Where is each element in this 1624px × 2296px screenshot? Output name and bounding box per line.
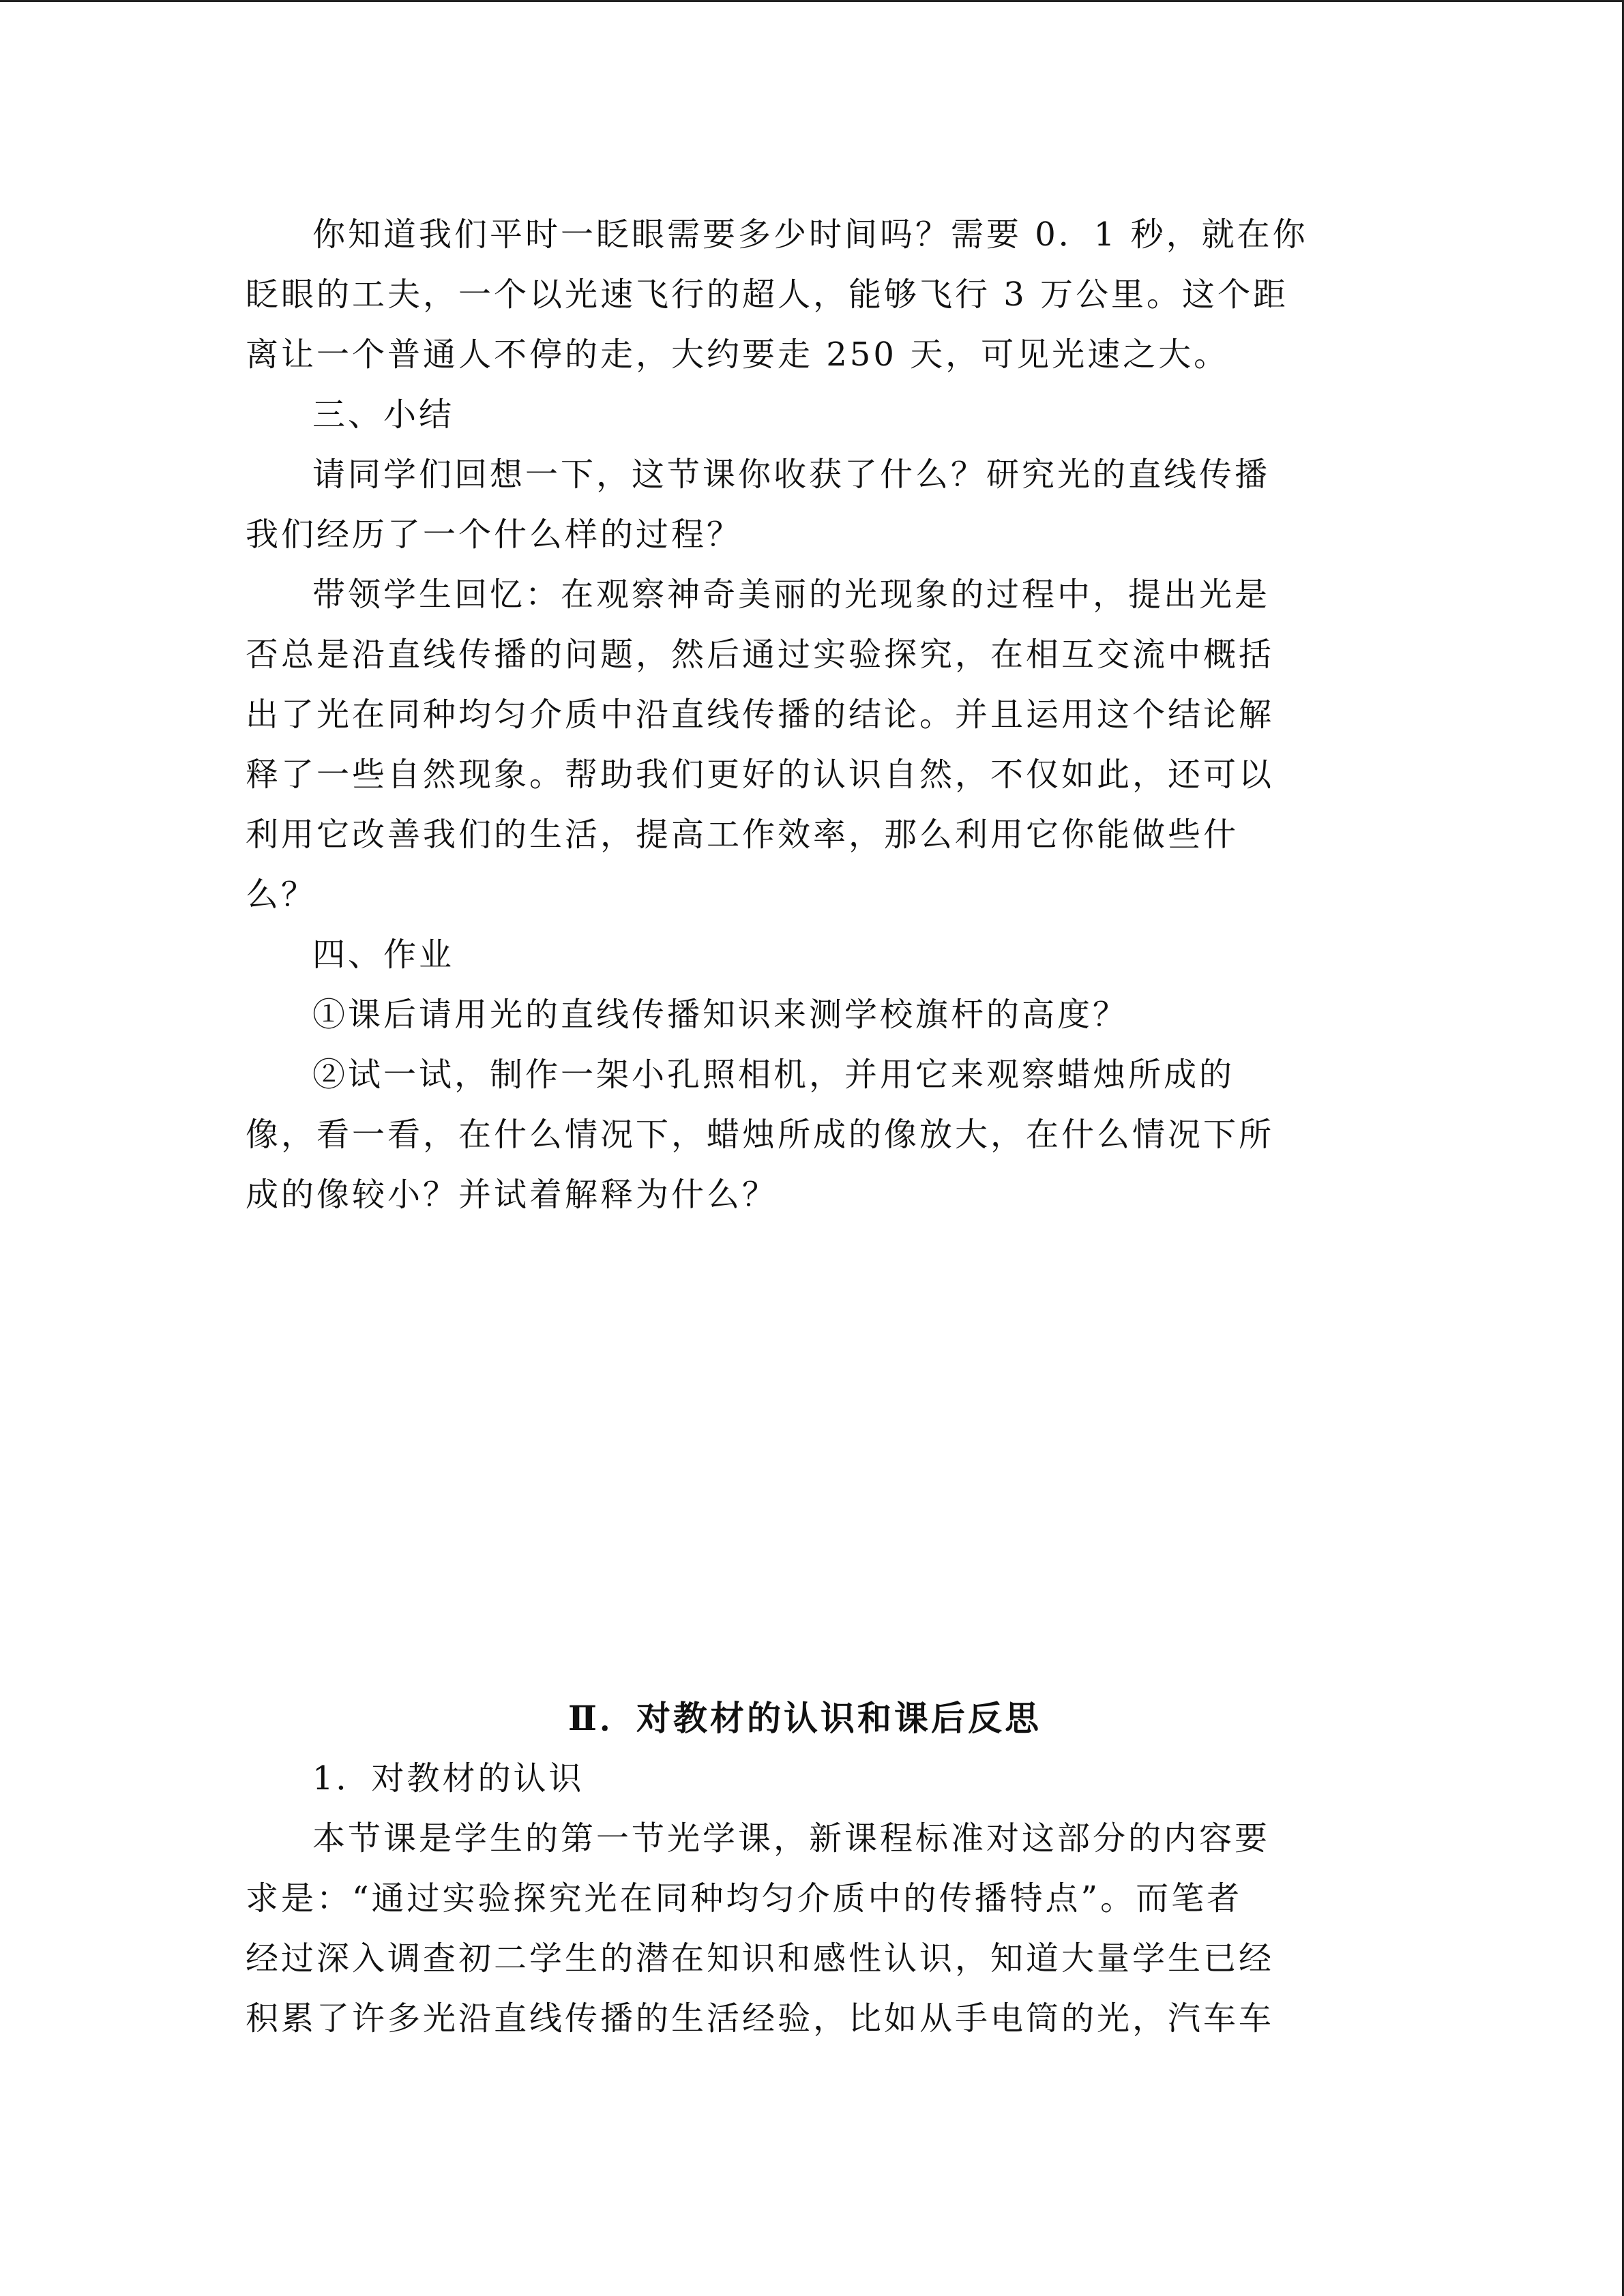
paragraph-light-speed (246, 205, 1364, 385)
text-line: 利用它改善我们的生活，提高工作效率，那么利用它你能做些什 (246, 816, 1239, 854)
paragraph-textbook (246, 1808, 1364, 2048)
subheading-textbook: 1．对教材的认识 (312, 1759, 585, 1798)
text-line: 出了光在同种均匀介质中沿直线传播的结论。并且运用这个结论解 (246, 696, 1275, 734)
paragraph-summary-question (246, 445, 1364, 565)
text-line: 本节课是学生的第一节光学课，新课程标准对这部分的内容要 (312, 1819, 1271, 1858)
homework-item-2 (246, 1045, 1364, 1225)
blank-space (246, 1225, 1364, 1688)
text-line: 求是：“通过实验探究光在同种均匀介质中的传播特点”。而笔者 (246, 1879, 1243, 1918)
paragraph-summary-recall (246, 565, 1364, 925)
heading-homework: 四、作业 (312, 936, 455, 974)
text-line: 成的像较小？并试着解释为什么？ (246, 1176, 778, 1214)
text-line: 释了一些自然现象。帮助我们更好的认识自然，不仅如此，还可以 (246, 756, 1275, 794)
section-title: Ⅱ．对教材的认识和课后反思 (567, 1698, 1042, 1738)
heading-summary: 三、小结 (312, 396, 455, 434)
page-border-top (0, 0, 1624, 2)
text-line: 么？ (246, 876, 317, 914)
text-line: 眨眼的工夫，一个以光速飞行的超人，能够飞行 3 万公里。这个距 (246, 275, 1289, 314)
text-line: 你知道我们平时一眨眼需要多少时间吗？需要 0．1 秒，就在你 (312, 215, 1308, 254)
text-line: 经过深入调查初二学生的潜在知识和感性认识，知道大量学生已经 (246, 1939, 1275, 1978)
text-line: 请同学们回想一下，这节课你收获了什么？研究光的直线传播 (312, 456, 1271, 494)
text-line: 否总是沿直线传播的问题，然后通过实验探究，在相互交流中概括 (246, 636, 1275, 674)
homework-item-1: ①课后请用光的直线传播知识来测学校旗杆的高度？ (312, 996, 1129, 1034)
text-line: 积累了许多光沿直线传播的生活经验，比如从手电筒的光，汽车车 (246, 1999, 1275, 2038)
text-line: 带领学生回忆：在观察神奇美丽的光现象的过程中，提出光是 (312, 576, 1271, 614)
text-line: 像，看一看，在什么情况下，蜡烛所成的像放大，在什么情况下所 (246, 1116, 1275, 1154)
document-body (246, 205, 1364, 2048)
text-line: 我们经历了一个什么样的过程？ (246, 516, 743, 554)
text-line: ②试一试，制作一架小孔照相机，并用它来观察蜡烛所成的 (312, 1056, 1235, 1094)
text-line: 离让一个普通人不停的走，大约要走 250 天，可见光速之大。 (246, 336, 1230, 374)
